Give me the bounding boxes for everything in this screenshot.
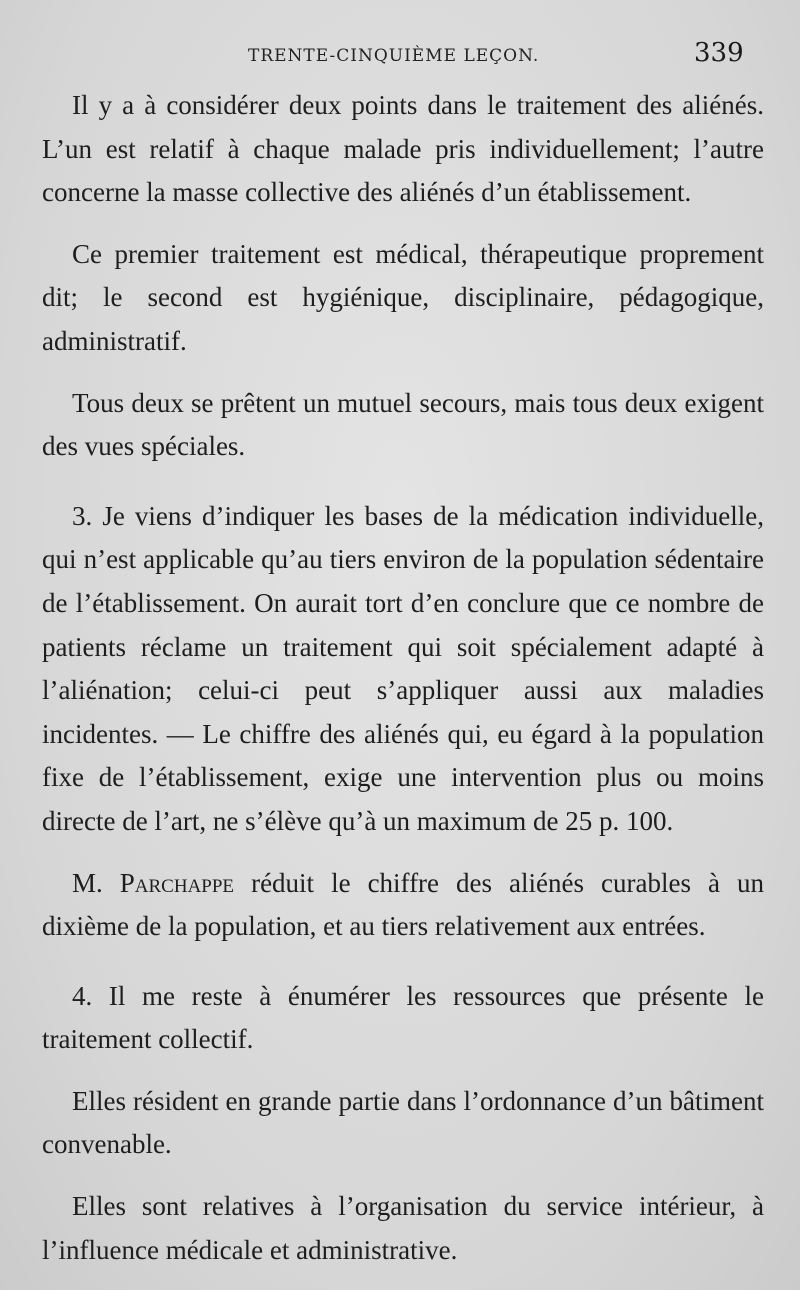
paragraph-text: Je viens d’indiquer les bases de la médication individuelle, qui n’est applicable qu’au tiers environ de la population sédentaire de l’établissement. On aurait tort d’en conclure que ce nombre de patients réclame un traitement qui soit spécialement adapté à l’aliénation; celui-ci peut s’appliquer aussi aux maladies incidentes. — Le chiffre des aliénés qui, eu égard à la population fixe de l’établissement, exige une intervention plus ou moins directe de l’art, ne s’élève qu’à un maximum de 25 p. 100.	[42, 500, 764, 836]
section-number: 4.	[72, 980, 93, 1011]
paragraph-2	[42, 233, 764, 364]
paragraph-8	[42, 1185, 764, 1272]
paragraph-4	[42, 495, 764, 844]
paragraph-1	[42, 84, 764, 215]
paragraph-text: Il me reste à énumérer les ressources que présente le traitement collectif.	[42, 980, 764, 1055]
paragraph-text: Ce premier traitement est médical, thérapeutique proprement dit; le second est hygiénique, disciplinaire, pédagogique, administratif.	[42, 238, 764, 356]
author-name: M. Parchappe	[72, 867, 235, 898]
paragraph-text: Il y a à considérer deux points dans le traitement des aliénés. L’un est relatif à chaque malade pris individuellement; l’autre concerne la masse collective des aliénés d’un établissement.	[42, 90, 764, 208]
paragraph-text: réduit le chiffre des aliénés curables à un dixième de la population, et au tiers relativement aux entrées.	[42, 867, 765, 942]
section-number: 3.	[72, 500, 93, 531]
page-header	[0, 38, 800, 78]
page-number: 339	[694, 38, 744, 68]
paragraph-text: Elles résident en grande partie dans l’ordonnance d’un bâtiment convenable.	[42, 1085, 764, 1160]
paragraph-text: Tous deux se prêtent un mutuel secours, mais tous deux exigent des vues spéciales.	[42, 387, 764, 462]
running-title: TRENTE-CINQUIÈME LEÇON.	[248, 46, 540, 66]
paragraph-5	[42, 862, 764, 949]
paragraph-7	[42, 1080, 764, 1167]
paragraph-6	[42, 975, 764, 1062]
paragraph-3	[42, 382, 764, 469]
page-body	[42, 84, 764, 1272]
paragraph-text: Elles sont relatives à l’organisation du service intérieur, à l’influence médicale et administrative.	[42, 1191, 764, 1265]
